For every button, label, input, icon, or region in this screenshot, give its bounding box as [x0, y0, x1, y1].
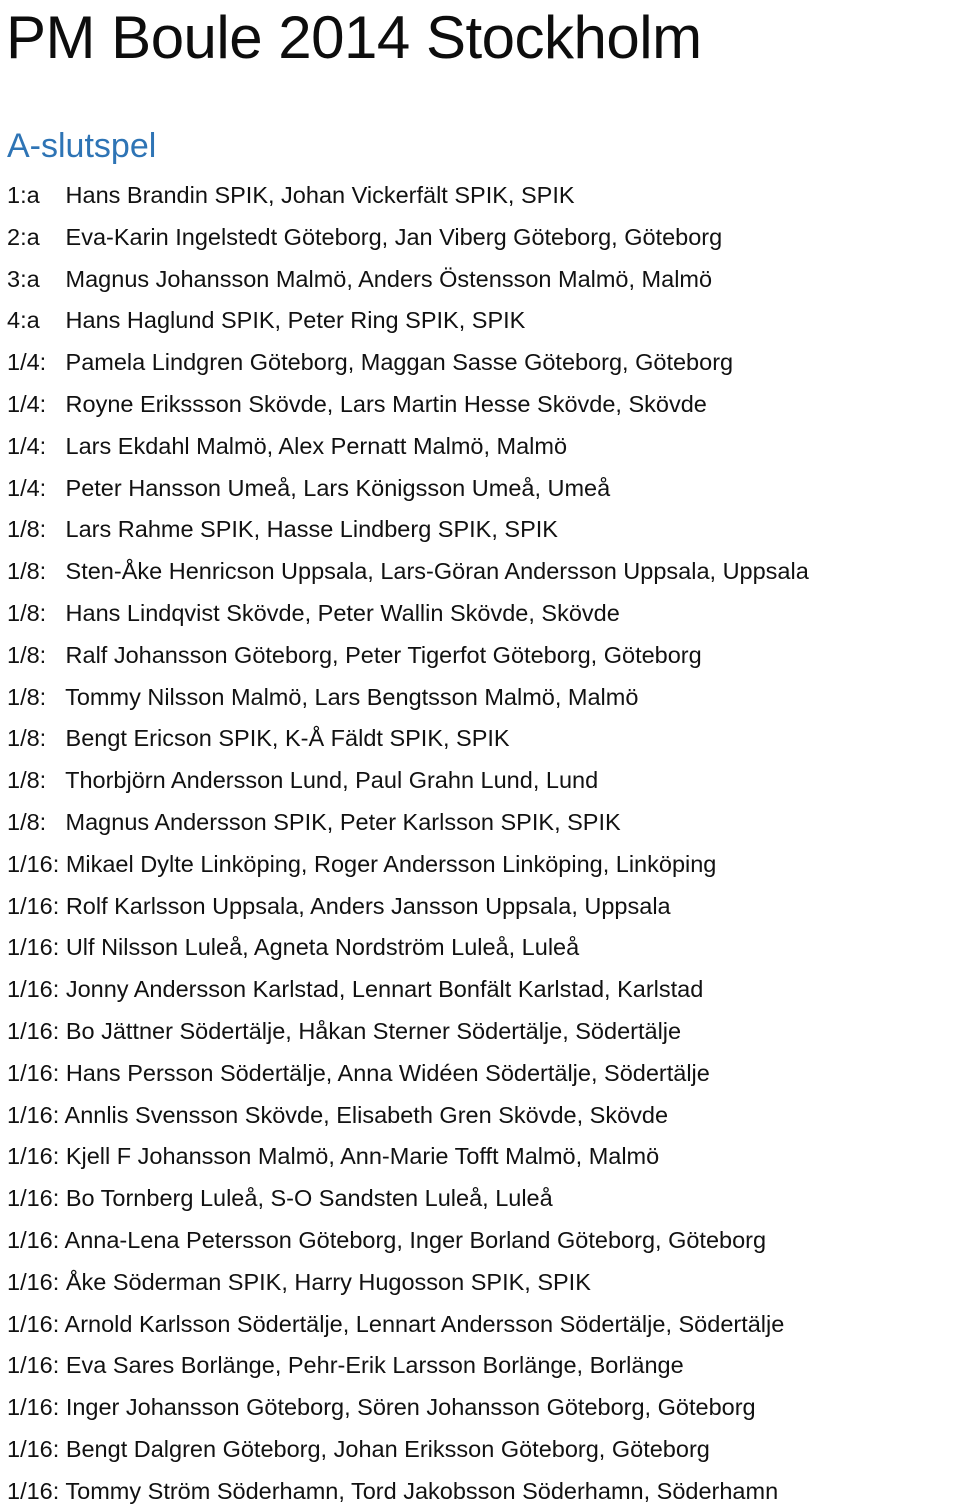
result-place: 1/8:: [7, 641, 47, 668]
result-place: 1/8:: [7, 767, 47, 794]
result-teams: Bo Jättner Södertälje, Håkan Sterner Södertälje, Södertälje: [65, 1017, 682, 1044]
result-row: [0, 1471, 960, 1505]
result-teams: Lars Rahme SPIK, Hasse Lindberg SPIK, SPIK: [65, 516, 558, 543]
result-place: 1/8:: [7, 558, 47, 585]
result-place: 1/16:: [7, 1017, 60, 1044]
document-title: PM Boule 2014 Stockholm: [6, 4, 702, 71]
result-place: 1/16:: [7, 1310, 60, 1337]
result-teams: Bo Tornberg Luleå, S-O Sandsten Luleå, Luleå: [65, 1185, 553, 1212]
result-row: [0, 1262, 960, 1304]
result-place: 1/16:: [7, 1226, 60, 1253]
result-row: [0, 1387, 960, 1429]
result-teams: Tommy Ström Söderhamn, Tord Jakobsson Söderhamn, Söderhamn: [65, 1477, 779, 1504]
result-row: [0, 718, 960, 760]
result-row: [0, 1220, 960, 1262]
result-place: 1/16:: [7, 1394, 60, 1421]
result-place: 1/8:: [7, 725, 47, 752]
result-place: 1/16:: [7, 976, 60, 1003]
result-teams: Annlis Svensson Skövde, Elisabeth Gren Skövde, Skövde: [64, 1101, 669, 1128]
result-place: 1/16:: [7, 892, 60, 919]
result-teams: Pamela Lindgren Göteborg, Maggan Sasse Göteborg, Göteborg: [65, 349, 734, 376]
result-row: [0, 927, 960, 969]
result-teams: Sten-Åke Henricson Uppsala, Lars-Göran Andersson Uppsala, Uppsala: [65, 558, 809, 585]
result-row: [0, 844, 960, 886]
result-place: 1/8:: [7, 516, 47, 543]
result-teams: Inger Johansson Göteborg, Sören Johansson Göteborg, Göteborg: [65, 1394, 756, 1421]
result-place: 1/16:: [7, 1268, 60, 1295]
result-row: [0, 677, 960, 719]
result-teams: Hans Brandin SPIK, Johan Vickerfält SPIK, SPIK: [65, 182, 575, 208]
result-teams: Hans Haglund SPIK, Peter Ring SPIK, SPIK: [65, 307, 526, 334]
result-row: [0, 175, 960, 217]
result-teams: Magnus Andersson SPIK, Peter Karlsson SPIK, SPIK: [65, 808, 621, 835]
result-teams: Eva Sares Borlänge, Pehr-Erik Larsson Borlänge, Borlänge: [65, 1352, 684, 1379]
result-row: [0, 551, 960, 593]
result-teams: Lars Ekdahl Malmö, Alex Pernatt Malmö, Malmö: [65, 432, 568, 459]
result-row: [0, 384, 960, 426]
result-row: [0, 1345, 960, 1387]
result-teams: Thorbjörn Andersson Lund, Paul Grahn Lund, Lund: [65, 767, 599, 794]
result-teams: Bengt Ericson SPIK, K-Å Fäldt SPIK, SPIK: [65, 725, 510, 752]
result-teams: Åke Söderman SPIK, Harry Hugosson SPIK, SPIK: [65, 1268, 591, 1295]
result-teams: Kjell F Johansson Malmö, Ann-Marie Tofft Malmö, Malmö: [65, 1143, 660, 1170]
result-row: [0, 1011, 960, 1053]
result-row: [0, 760, 960, 802]
result-teams: Anna-Lena Petersson Göteborg, Inger Borland Göteborg, Göteborg: [64, 1226, 767, 1253]
result-teams: Hans Lindqvist Skövde, Peter Wallin Skövde, Skövde: [65, 599, 620, 626]
result-row: [0, 635, 960, 677]
result-place: 1/8:: [7, 683, 47, 710]
result-row: [0, 1136, 960, 1178]
result-row: [0, 1178, 960, 1220]
result-place: 4:a: [7, 307, 40, 334]
result-teams: Jonny Andersson Karlstad, Lennart Bonfält Karlstad, Karlstad: [65, 976, 704, 1003]
result-teams: Eva-Karin Ingelstedt Göteborg, Jan Viberg Göteborg, Göteborg: [65, 223, 723, 250]
result-row: [0, 342, 960, 384]
result-row: [0, 969, 960, 1011]
result-place: 1/16:: [7, 1059, 60, 1086]
result-row: [0, 1429, 960, 1471]
result-teams: Ralf Johansson Göteborg, Peter Tigerfot Göteborg, Göteborg: [65, 641, 702, 668]
result-row: [0, 426, 960, 468]
result-teams: Arnold Karlsson Södertälje, Lennart Andersson Södertälje, Södertälje: [64, 1310, 785, 1337]
result-row: [0, 468, 960, 510]
result-place: 1/16:: [7, 1101, 60, 1128]
result-row: [0, 259, 960, 301]
result-teams: Bengt Dalgren Göteborg, Johan Eriksson Göteborg, Göteborg: [65, 1435, 710, 1462]
result-place: 1/16:: [7, 850, 60, 877]
result-place: 1/16:: [7, 1435, 60, 1462]
result-row: [0, 300, 960, 342]
result-row: [0, 886, 960, 928]
result-teams: Mikael Dylte Linköping, Roger Andersson Linköping, Linköping: [65, 850, 717, 877]
result-place: 1/16:: [7, 1352, 60, 1379]
section-heading: A-slutspel: [7, 127, 157, 165]
result-teams: Hans Persson Södertälje, Anna Widéen Södertälje, Södertälje: [65, 1059, 710, 1086]
result-place: 1/8:: [7, 808, 47, 835]
result-teams: Tommy Nilsson Malmö, Lars Bengtsson Malmö, Malmö: [65, 683, 639, 710]
result-row: [0, 1053, 960, 1095]
results-list: [0, 175, 960, 1505]
result-row: [0, 509, 960, 551]
result-place: 1/4:: [7, 349, 47, 376]
result-place: 1/16:: [7, 1477, 60, 1504]
result-teams: Peter Hansson Umeå, Lars Königsson Umeå, Umeå: [65, 474, 611, 501]
result-teams: Royne Erikssson Skövde, Lars Martin Hesse Skövde, Skövde: [65, 390, 707, 417]
result-place: 1/4:: [7, 474, 47, 501]
result-teams: Ulf Nilsson Luleå, Agneta Nordström Luleå, Luleå: [65, 934, 580, 961]
result-row: [0, 802, 960, 844]
result-row: [0, 1095, 960, 1137]
result-place: 1/4:: [7, 390, 47, 417]
result-teams: Magnus Johansson Malmö, Anders Östensson Malmö, Malmö: [65, 265, 713, 292]
result-row: [0, 1304, 960, 1346]
result-teams: Rolf Karlsson Uppsala, Anders Jansson Uppsala, Uppsala: [65, 892, 671, 919]
result-place: 1/16:: [7, 1185, 60, 1212]
result-row: [0, 593, 960, 635]
result-place: 2:a: [7, 223, 40, 250]
result-place: 1/16:: [7, 1143, 60, 1170]
result-place: 1/4:: [7, 432, 47, 459]
result-place: 1/8:: [7, 599, 47, 626]
result-place: 1/16:: [7, 934, 60, 961]
result-place: 1:a: [7, 182, 40, 208]
result-place: 3:a: [7, 265, 40, 292]
result-row: [0, 217, 960, 259]
